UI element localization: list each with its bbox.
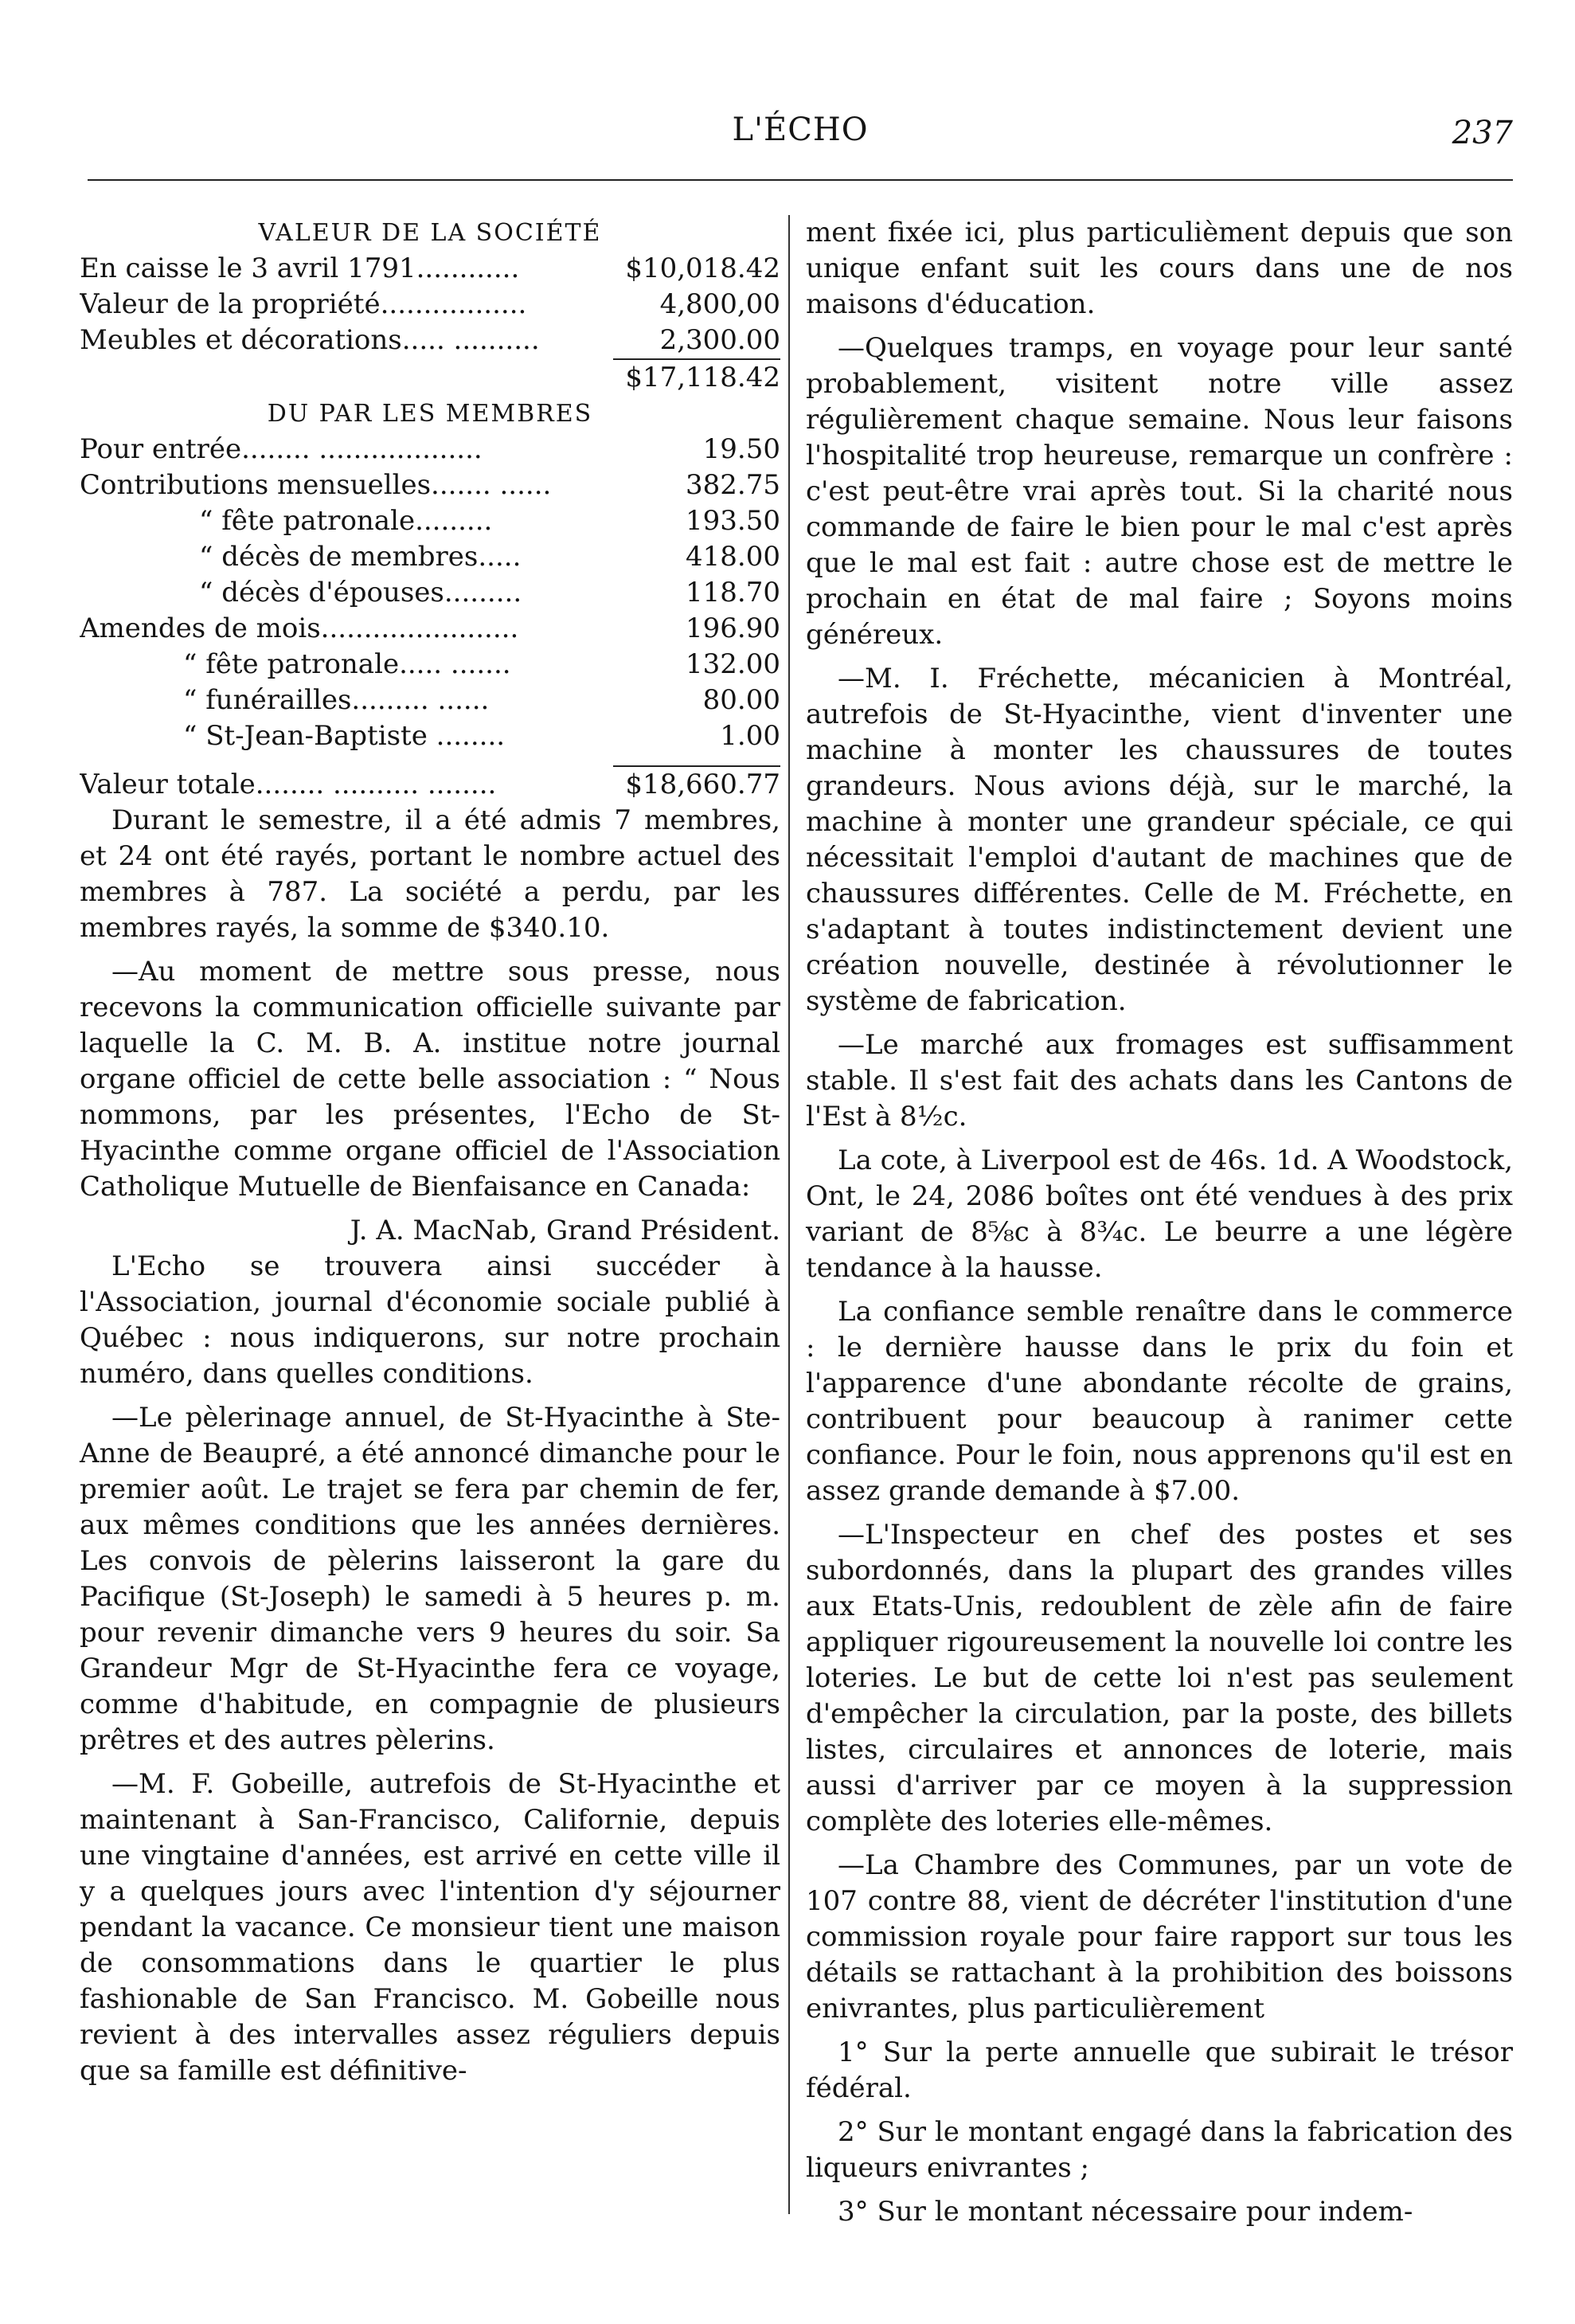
page-number: 237	[1452, 115, 1513, 151]
paragraph: La cote, à Liverpool est de 46s. 1d. A Woodstock, Ont, le 24, 2086 boîtes ont été vendues à des prix variant de 8⅝c à 8¾c. Le beurre a une légère tendance à la hausse.	[806, 1144, 1513, 1284]
table-row: “ funérailles......... ...... 80.00	[183, 684, 780, 716]
column-divider	[788, 215, 790, 2214]
list-item: 3° Sur le montant nécessaire pour indem-	[838, 2196, 1413, 2228]
signature: J. A. MacNab, Grand Président.	[350, 1215, 780, 1246]
table-row: En caisse le 3 avril 1791............ $10,018.42	[80, 252, 780, 284]
table-row: “ fête patronale......... 193.50	[199, 505, 780, 537]
table-row: “ décès de membres..... 418.00	[199, 541, 780, 573]
table-row: Pour entrée........ ................... 19.50	[80, 433, 780, 465]
table-row: “ fête patronale..... ....... 132.00	[183, 648, 780, 680]
header-rule	[88, 179, 1513, 181]
table-heading-valeur: VALEUR DE LA SOCIÉTÉ	[258, 219, 602, 247]
list-item: 1° Sur la perte annuelle que subirait le trésor fédéral.	[806, 2036, 1513, 2104]
paragraph: Durant le semestre, il a été admis 7 membres, et 24 ont été rayés, portant le nombre actuel des membres à 787. La société a perdu, par les membres rayés, la somme de $340.10.	[80, 804, 780, 944]
table-row: Meubles et décorations..... .......... 2,300.00	[80, 324, 780, 356]
paragraph: —M. F. Gobeille, autrefois de St-Hyacinthe et maintenant à San-Francisco, Californie, depuis une vingtaine d'années, est arrivé en cette ville il y a quelques jours avec l'intention d'y séjourner pendant la vacance. Ce monsieur tient une maison de consommations dans le quartier le plus fashionable de San Francisco. M. Gobeille nous revient à des intervalles assez réguliers depuis que sa famille est définitive-	[80, 1768, 780, 2087]
paragraph: —La Chambre des Communes, par un vote de 107 contre 88, vient de décréter l'institution d'une commission royale pour faire rapport sur tous les détails se rattachant à la prohibition des boissons enivrantes, plus particulièrement	[806, 1849, 1513, 2025]
running-title: L'ÉCHO	[732, 112, 869, 148]
table-total: Valeur totale........ .......... ........ $18,660.77	[80, 769, 780, 800]
left-column	[80, 215, 780, 2097]
table-row: Amendes de mois....................... 196.90	[80, 612, 780, 644]
paragraph: ment fixée ici, plus particulièment depuis que son unique enfant suit les cours dans une de nos maisons d'éducation.	[806, 217, 1513, 320]
paragraph: —Au moment de mettre sous presse, nous recevons la communication officielle suivante par laquelle la C. M. B. A. institue notre journal organe officiel de cette belle association : “ Nous nommons, par les présentes, l'Echo de St-Hyacinthe comme organe officiel de l'Association Catholique Mutuelle de Bienfaisance en Canada:	[80, 956, 780, 1203]
table-row: Valeur de la propriété................. 4,800,00	[80, 288, 780, 320]
table-subtotal: $17,118.42	[625, 362, 780, 393]
paragraph: —L'Inspecteur en chef des postes et ses subordonnés, dans la plupart des grandes villes aux Etats-Unis, redoublent de zèle afin de faire appliquer rigoureusement la nouvelle loi contre les loteries. Le but de cette loi n'est pas seulement d'empêcher la circulation, par la poste, des billets listes, circulaires et annonces de loterie, mais aussi d'arriver par ce moyen à la suppression complète des loteries elle-mêmes.	[806, 1519, 1513, 1837]
paragraph: L'Echo se trouvera ainsi succéder à l'Association, journal d'économie sociale publié à Québec : nous indiquerons, sur notre prochain numéro, dans quelles conditions.	[80, 1250, 780, 1390]
paragraph: —Quelques tramps, en voyage pour leur santé probablement, visitent notre ville assez régulièrement chaque semaine. Nous leur faisons l'hospitalité trop heureuse, remarque un confrère : c'est peut-être vrai après tout. Si la charité nous commande de faire le bien pour le mal c'est après que le mal est fait : autre chose est de mettre le prochain en état de mal faire ; Soyons moins généreux.	[806, 332, 1513, 651]
table-row: “ St-Jean-Baptiste ........ 1.00	[183, 720, 780, 752]
table-row: Contributions mensuelles....... ...... 382.75	[80, 469, 780, 501]
paragraph: La confiance semble renaître dans le commerce : le dernière hausse dans le prix du foin et l'apparence d'une abondante récolte de grains, contribuent pour beaucoup à ranimer cette confiance. Pour le foin, nous apprenons qu'il est en assez grande demande à $7.00.	[806, 1296, 1513, 1507]
table-valeur	[80, 251, 780, 358]
paragraph: —Le pèlerinage annuel, de St-Hyacinthe à Ste-Anne de Beaupré, a été annoncé dimanche pour le premier août. Le trajet se fera par chemin de fer, aux mêmes conditions que les années dernières. Les convois de pèlerins laisseront la gare du Pacifique (St-Joseph) le samedi à 5 heures p. m. pour revenir dimanche vers 9 heures du soir. Sa Grandeur Mgr de St-Hyacinthe fera ce voyage, comme d'habitude, en compagnie de plusieurs prêtres et des autres pèlerins.	[80, 1402, 780, 1756]
list-item: 2° Sur le montant engagé dans la fabrication des liqueurs enivrantes ;	[806, 2116, 1513, 2184]
table-row: “ décès d'épouses......... 118.70	[199, 577, 780, 608]
table-heading-membres: DU PAR LES MEMBRES	[267, 400, 593, 428]
page-header	[88, 112, 1513, 167]
table-membres	[80, 432, 780, 754]
paragraph: —M. I. Fréchette, mécanicien à Montréal, autrefois de St-Hyacinthe, vient d'inventer une machine à monter les chaussures de toutes grandeurs. Nous avions déjà, sur le marché, la machine à monter une grandeur spéciale, ce qui nécessitait l'emploi d'autant de machines que de chaussures différentes. Celle de M. Fréchette, en s'adaptant à toutes indistinctement devient une création nouvelle, destinée à révolutionner le système de fabrication.	[806, 663, 1513, 1017]
right-column	[806, 215, 1513, 2238]
paragraph: —Le marché aux fromages est suffisamment stable. Il s'est fait des achats dans les Cantons de l'Est à 8½c.	[806, 1029, 1513, 1133]
